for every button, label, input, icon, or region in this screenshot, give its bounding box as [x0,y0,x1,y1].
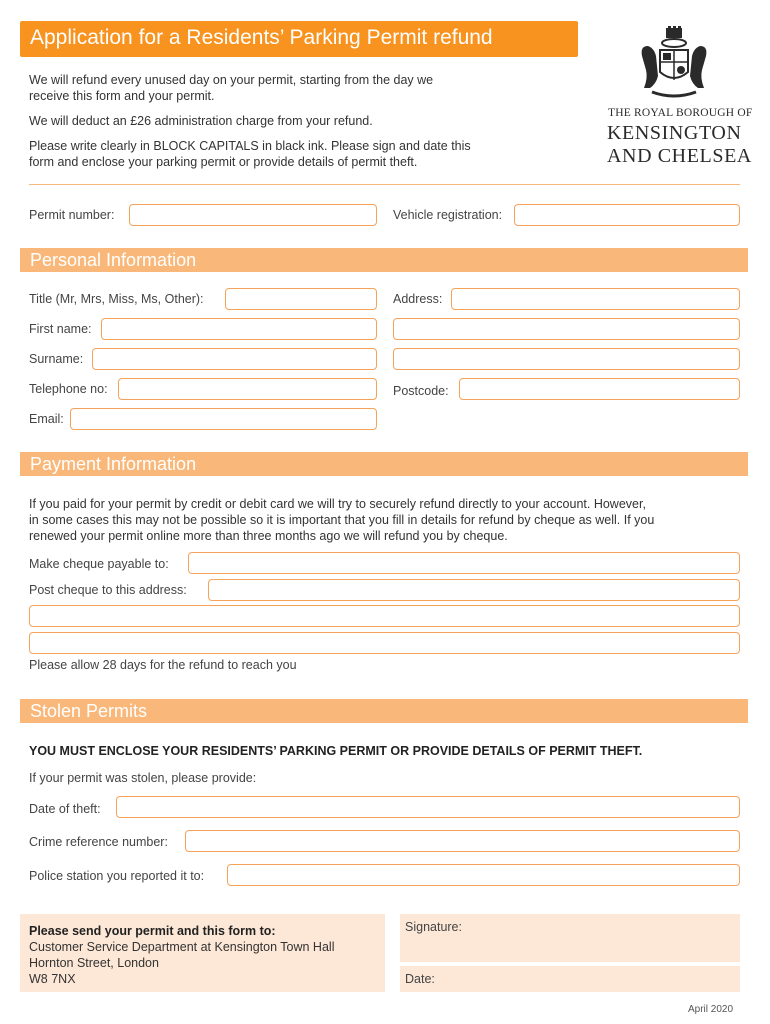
telephone-label: Telephone no: [29,382,108,396]
payment-paragraph [29,496,744,544]
date-field[interactable] [400,966,740,992]
postcode-field[interactable] [459,378,740,400]
send-address-line-2: Hornton Street, London [29,956,159,970]
date-label: Date: [405,972,435,986]
payment-para-line-1: If you paid for your permit by credit or debit card we will try to securely refund directly to your account. However, [29,497,646,511]
post-address-field-1[interactable] [208,579,740,601]
first-name-label: First name: [29,322,92,336]
stolen-permits-header [20,699,748,723]
send-address [29,939,379,987]
permit-number-field[interactable] [129,204,377,226]
police-station-label: Police station you reported it to: [29,869,205,883]
telephone-field[interactable] [118,378,377,400]
address-label: Address: [393,292,443,306]
cheque-payable-label: Make cheque payable to: [29,557,169,571]
crest-icon [636,26,712,102]
title-label: Title (Mr, Mrs, Miss, Ms, Other): [29,292,204,306]
personal-info-heading: Personal Information [30,250,197,270]
title-field[interactable] [225,288,377,310]
post-address-field-3[interactable] [29,632,740,654]
first-name-field[interactable] [101,318,377,340]
send-heading: Please send your permit and this form to: [29,924,276,938]
cheque-payable-field[interactable] [188,552,740,574]
surname-field[interactable] [92,348,377,370]
header-divider [29,184,740,185]
logo-line-2: KENSINGTON [607,122,742,144]
address-field-1[interactable] [451,288,740,310]
intro-text [29,72,549,170]
police-station-field[interactable] [227,864,740,886]
postcode-label: Postcode: [393,384,449,398]
vehicle-registration-label: Vehicle registration: [393,208,503,222]
email-field[interactable] [70,408,377,430]
crime-reference-field[interactable] [185,830,740,852]
send-address-line-1: Customer Service Department at Kensington Town Hall [29,940,335,954]
permit-number-label: Permit number: [29,208,115,222]
form-title-bar [20,21,578,57]
payment-para-line-2: in some cases this may not be possible so it is important that you fill in details for refund by cheque as well. If you [29,513,655,527]
intro-line-1b: receive this form and your permit. [29,89,215,103]
intro-line-3b: form and enclose your parking permit or provide details of permit theft. [29,155,418,169]
refund-note: Please allow 28 days for the refund to reach you [29,658,297,672]
send-address-line-3: W8 7NX [29,972,76,986]
stolen-intro: If your permit was stolen, please provide: [29,771,257,785]
stolen-warning: YOU MUST ENCLOSE YOUR RESIDENTS’ PARKING PERMIT OR PROVIDE DETAILS OF PERMIT THEFT. [29,744,643,758]
signature-field[interactable] [400,914,740,962]
form-title: Application for a Residents’ Parking Permit refund [30,26,493,49]
stolen-permits-heading: Stolen Permits [30,701,148,721]
post-address-label: Post cheque to this address: [29,583,187,597]
address-field-3[interactable] [393,348,740,370]
payment-para-line-3: renewed your permit online more than three months ago we will refund you by cheque. [29,529,508,543]
date-of-theft-label: Date of theft: [29,802,101,816]
send-address-box [20,914,385,992]
vehicle-registration-field[interactable] [514,204,740,226]
address-field-2[interactable] [393,318,740,340]
payment-info-header [20,452,748,476]
payment-info-heading: Payment Information [30,454,197,474]
personal-info-header [20,248,748,272]
email-label: Email: [29,412,64,426]
intro-line-2: We will deduct an £26 administration charge from your refund. [29,114,373,128]
date-of-theft-field[interactable] [116,796,740,818]
logo-line-3: AND CHELSEA [607,145,752,167]
footer-date: April 2020 [688,1004,734,1015]
post-address-field-2[interactable] [29,605,740,627]
intro-line-1: We will refund every unused day on your permit, starting from the day we [29,73,434,87]
surname-label: Surname: [29,352,84,366]
logo-line-1: THE ROYAL BOROUGH OF [608,107,753,119]
crime-reference-label: Crime reference number: [29,835,168,849]
signature-label: Signature: [405,920,462,934]
intro-line-3: Please write clearly in BLOCK CAPITALS in black ink. Please sign and date this [29,139,471,153]
